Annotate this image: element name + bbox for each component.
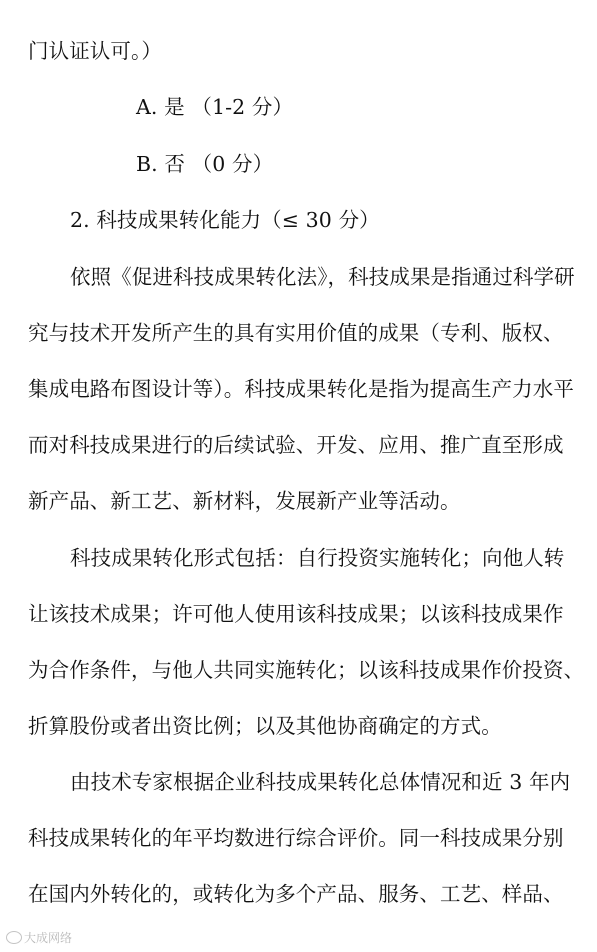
paragraph-1-line-5: 新产品、新工艺、新材料，发展新产业等活动。 — [28, 489, 461, 513]
paragraph-1-line-2: 究与技术开发所产生的具有实用价值的成果（专利、版权、 — [28, 321, 564, 345]
option-a: A. 是 （1-2 分） — [136, 95, 294, 119]
paragraph-2-line-2: 让该技术成果；许可他人使用该科技成果；以该科技成果作 — [28, 602, 564, 626]
paragraph-1-line-4: 而对科技成果进行的后续试验、开发、应用、推广直至形成 — [28, 433, 564, 457]
paragraph-1-line-3: 集成电路布图设计等）。科技成果转化是指为提高生产力水平 — [28, 377, 574, 401]
paragraph-3-line-2: 科技成果转化的年平均数进行综合评价。同一科技成果分别 — [28, 826, 564, 850]
paragraph-2-line-3: 为合作条件，与他人共同实施转化；以该科技成果作价投资、 — [28, 658, 585, 682]
section-heading: 2. 科技成果转化能力（≤ 30 分） — [70, 208, 380, 232]
watermark — [6, 928, 72, 948]
text-line-1: 门认证认可。） — [28, 39, 162, 63]
option-b: B. 否 （0 分） — [136, 152, 274, 176]
paragraph-2-line-4: 折算股份或者出资比例；以及其他协商确定的方式。 — [28, 714, 502, 738]
paragraph-3-line-3: 在国内外转化的，或转化为多个产品、服务、工艺、样品、 — [28, 882, 564, 906]
paragraph-1-line-1: 依照《促进科技成果转化法》，科技成果是指通过科学研 — [70, 265, 575, 289]
weibo-logo-icon — [6, 931, 22, 944]
paragraph-3-line-1: 由技术专家根据企业科技成果转化总体情况和近 3 年内 — [70, 770, 571, 794]
watermark-text: 大成网络 — [24, 931, 73, 945]
paragraph-2-line-1: 科技成果转化形式包括：自行投资实施转化；向他人转 — [70, 546, 565, 570]
